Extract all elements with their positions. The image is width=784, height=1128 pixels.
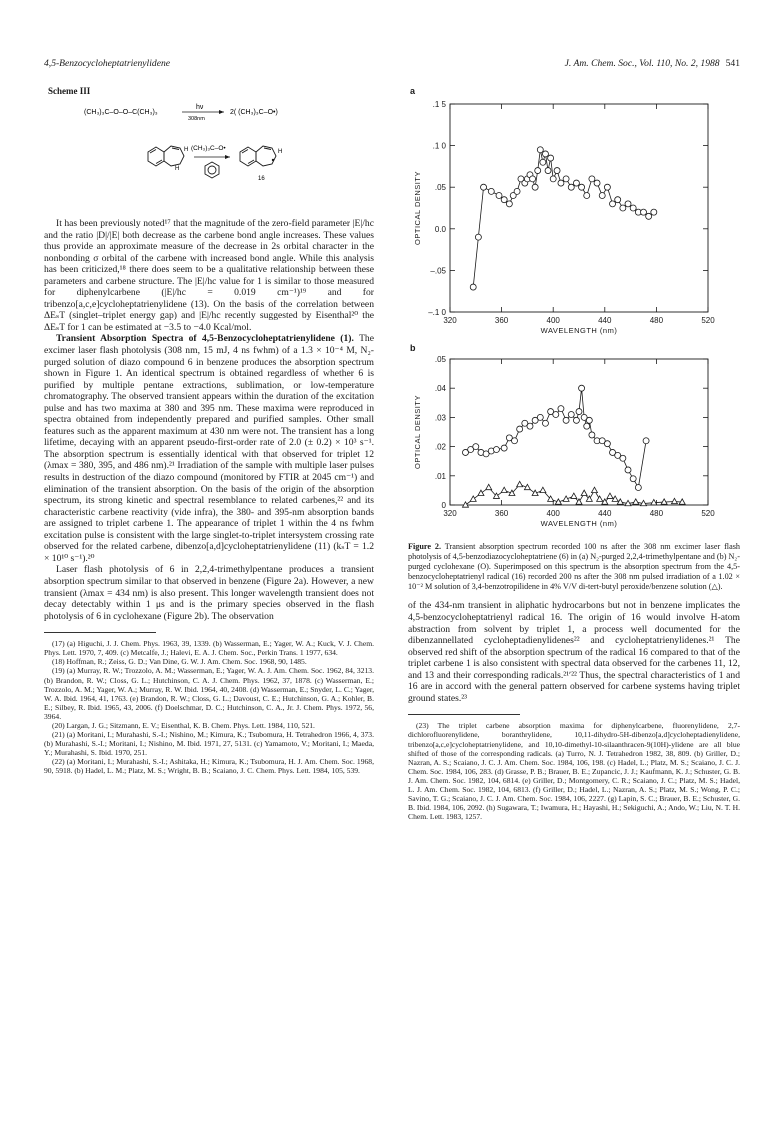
- circle-point: [563, 176, 569, 182]
- radical-16-structure: [240, 146, 276, 166]
- x-tick-label: 480: [649, 316, 664, 325]
- circle-point: [610, 201, 616, 207]
- circle-point: [579, 385, 585, 391]
- circle-point: [470, 284, 476, 290]
- circle-point: [554, 168, 560, 174]
- footnote-23: (23) The triplet carbene absorption maxima for diphenylcarbene, fluorenylidene, 2,7-dichlorofluorenylidene, boranthrylidene, 10,11-dihydro-5H-dibenzo[a,d]cycloheptadienylidene, tribenzo[a,c,e]cycloheptatrienylidene, and 10,10-dimethyl-10-silaanthracen-9(10H)-ylidene are all blue shifted of those of the corresponding radicals. (a) Turro, N. J. Tetrahedron 1982, 38, 809. (b) Griller, D.; Nazran, A. S.; Scaiano, J. C. J. Am. Chem. Soc. 1984, 106, 198. (c) Hadel, L.; Platz, M. S.; Scaiano, J. C. J. Chem. Soc. 1984, 106, 283. (d) Grasse, P. B.; Brauer, B. E.; Zupancic, J. J.; Kaufmann, K. J.; Schuster, G. B. J. Am. Chem. Soc. 1982, 104, 6814. (e) Griller, D.; Montgomery, C. R.; Scaiano, J. C.; Platz, M. S.; Hadel, L. J. Am. Chem. Soc. 1982, 104, 6813. (f) Griller, D.; Hadel, L.; Nazran, A. S.; Platz, M. S.; Wong, P. C.; Savino, T. G.; Scaiano, J. C. J. Am. Chem. Soc. 1984, 106, 2227. (g) Lapin, S. C.; Brauer, B. E.; Schuster, G. B. Ibid. 1984, 106, 2092. (h) Sugawara, T.; Iwamura, H.; Hayashi, H.; Sekiguchi, A.; Ando, W.; Liu, N. T. H. Chem. Lett. 1983, 1257.: [408, 721, 740, 822]
- right-column: [408, 86, 740, 821]
- scheme-h-product: H: [278, 149, 283, 155]
- x-tick-label: 440: [598, 509, 612, 518]
- circle-point: [473, 444, 479, 450]
- circle-point: [514, 188, 520, 194]
- scheme-title: Scheme III: [48, 86, 91, 96]
- triangle-point: [478, 490, 484, 495]
- circle-point: [586, 417, 592, 423]
- panel-a-label: a: [410, 86, 416, 96]
- scheme-arrowhead-2: [225, 155, 230, 159]
- scheme-iii: [44, 100, 374, 210]
- scheme-arrowhead-1: [219, 110, 224, 114]
- circle-point: [579, 184, 585, 190]
- circle-point: [643, 438, 649, 444]
- x-tick-label: 360: [494, 316, 509, 325]
- paragraph-efield: It has been previously noted¹⁷ that the magnitude of the zero-field parameter |E|/hc and the ratio |D|/|E| both decrease as the carbene bond angle increases. These values thus provide an approximate measure of the decrease in 2s orbital character in the nonbonding σ orbital of the carbene with increased bond angle. While this analysis has been criticized,¹⁸ there does seem to be a qualitative relationship between these parameters and carbene structure. The |E|/hc value for 1 is similar to those measured for diphenylcarbene (|E|/hc = 0.019 cm⁻¹)¹⁹ and for tribenzo[a,c,e]cycloheptatrienylidene (13). On the basis of the correlation between ΔEₛT (singlet–triplet energy gap) and |E|/hc recently suggested by Eisenthal²⁰ the ΔEₛT for 1 can be estimated at −3.5 to −4.0 Kcal/mol.: [44, 218, 374, 333]
- triangle-point: [501, 487, 507, 492]
- circle-point: [635, 484, 641, 490]
- circle-point: [584, 193, 590, 199]
- panel-b-label: b: [410, 343, 416, 353]
- circle-point: [620, 455, 626, 461]
- triangle-point: [597, 496, 603, 501]
- scheme-h-upper: H: [184, 147, 189, 153]
- circle-point: [573, 180, 579, 186]
- triangle-point: [571, 493, 577, 498]
- scheme-product: 2( (CH₃)₃C–O•): [230, 109, 278, 116]
- chart-panel-a: [408, 96, 740, 338]
- footnote-rule: [44, 632, 156, 633]
- circle-point: [501, 197, 507, 203]
- circle-point: [625, 201, 631, 207]
- plot-frame: [450, 104, 708, 312]
- circle-point: [545, 168, 551, 174]
- circle-point: [540, 159, 546, 165]
- x-tick-label: 320: [443, 509, 457, 518]
- circle-point: [630, 476, 636, 482]
- circle-point: [517, 426, 523, 432]
- triangle-point: [607, 493, 613, 498]
- figure-caption-text: Transient absorption spectrum recorded 100 ns after the 308 nm excimer laser flash photolysis of 4,5-benzodiazocycloheptatriene (6) in (a) N₂-purged 2,2,4-trimethylpentane and (b) N₂-purged cyclohexane (O). Superimposed on this spectrum is the absorption spectrum from the 4,5-benzocycloheptatrienyl radical (16) recorded 200 ns after the 308 nm pulsed irradiation of a 1.02 × 10⁻² M solution of 3,4-benzotropilidene in 4% V/V di-tert-butyl peroxide/benzene solution (△).: [408, 542, 740, 592]
- circle-point: [532, 184, 538, 190]
- circle-point: [568, 411, 574, 417]
- radical-dot: [272, 159, 274, 161]
- x-tick-label: 520: [701, 316, 715, 325]
- circle-point: [604, 184, 610, 190]
- paragraph-laser-flash: Laser flash photolysis of 6 in 2,2,4-trimethylpentane produces a transient absorption spectrum similar to that observed in benzene (Figure 2a). However, a new transient (λmax = 434 nm) is also present. This longer wavelength transient does not decay detectably within 1 μs and is the primary species observed in the flash photolysis of 6 in cyclohexane (Figure 2b). The observation: [44, 564, 374, 622]
- footnote-18: (18) Hoffman, R.; Zeiss, G. D.; Van Dine, G. W. J. Am. Chem. Soc. 1968, 90, 1485.: [52, 657, 307, 667]
- figure-caption-label: Figure 2.: [408, 542, 442, 551]
- circle-point: [475, 234, 481, 240]
- section-heading: Transient Absorption Spectra of 4,5-Benzocycloheptatrienylidene (1).: [56, 333, 354, 345]
- circle-point: [558, 180, 564, 186]
- circle-point: [646, 213, 652, 219]
- transient-series-line: [465, 388, 646, 487]
- circle-point: [589, 432, 595, 438]
- scheme-reactant: (CH₃)₃C–O–O–C(CH₃)₃: [84, 109, 158, 116]
- scheme-hv: hν: [196, 104, 204, 111]
- triangle-point: [517, 481, 523, 486]
- y-axis-label: OPTICAL DENSITY: [413, 395, 422, 469]
- triangle-point: [470, 496, 476, 501]
- footnote-19: (19) (a) Murray, R. W.; Trozzolo, A. M.; Wasserman, E.; Yager, W. A. J. Am. Chem. Soc. 1962, 84, 3213. (b) Brandon, R. W.; Closs, G. L.; Hutchinson, C. A. J. Chem. Phys. 1962, 37, 1878. (c) Wasserman, E.; Trozzolo, A. M.; Yager, W. A.; Murray, R. W. Ibid. 1964, 40, 2408. (d) Wasserman, E.; Snyder, L. C.; Yager, W. A. Ibid. 1964, 41, 1763. (e) Brandon, R. W.; Closs, G. L.; Davoust, C. E.; Hutchinson, G. A.; Kohler, B. E.; Silbey, R. Ibid. 1965, 43, 2006. (f) Doelschmar, D. C.; Hutchinson, C. A., Jr. J. Chem. Phys. 1972, 56, 3964.: [44, 666, 374, 721]
- circle-point: [550, 176, 556, 182]
- circle-point: [488, 188, 494, 194]
- x-tick-label: 320: [443, 316, 457, 325]
- y-tick-label: 0.0: [434, 224, 446, 234]
- y-tick-label: –.1 0: [428, 308, 446, 317]
- triangle-point: [540, 487, 546, 492]
- running-head: [44, 58, 740, 72]
- running-head-title: 4,5-Benzocycloheptatrienylidene: [44, 58, 171, 69]
- y-tick-label: .05: [434, 183, 446, 193]
- circle-point: [604, 441, 610, 447]
- circle-point: [589, 176, 595, 182]
- footnote-21: (21) (a) Moritani, I.; Murahashi, S.-I.; Nishino, M.; Kimura, K.; Tsubomura, H. Tetrahedron 1966, 4, 373. (b) Murahashi, S.-I.; Moritani, I.; Nishino, M. Ibid. 1971, 27, 5131. (c) Yamamoto, V.; Moritani, I.; Maeda, Y.; Murahashi, S. Ibid. 1970, 251.: [44, 730, 374, 758]
- triangle-point: [486, 484, 492, 489]
- y-tick-label: .02: [434, 442, 446, 452]
- circle-point: [599, 193, 605, 199]
- x-axis-label: WAVELENGTH (nm): [540, 326, 618, 335]
- benzene-icon: [205, 162, 219, 178]
- transient-series-line: [473, 150, 654, 287]
- circle-point: [548, 155, 554, 161]
- circle-point: [530, 176, 536, 182]
- circle-point: [553, 411, 559, 417]
- y-tick-label: .1 5: [432, 100, 446, 109]
- y-tick-label: .05: [434, 355, 446, 364]
- running-head-journal: [565, 58, 740, 69]
- circle-point: [537, 147, 543, 153]
- circle-point: [506, 201, 512, 207]
- circle-point: [651, 209, 657, 215]
- triangle-point: [633, 499, 639, 504]
- circle-point: [512, 438, 518, 444]
- x-tick-label: 440: [598, 316, 612, 325]
- y-tick-label: 0: [441, 501, 446, 510]
- left-column: [44, 86, 374, 776]
- circle-point: [641, 209, 647, 215]
- x-tick-label: 360: [494, 509, 509, 518]
- paragraph-radical-16: of the 434-nm transient in aliphatic hydrocarbons but not in benzene implicates the 4,5-benzocycloheptatrienyl radical 16. The origin of 16 would involve H-atom abstraction from solvent by triplet 1, a process well documented for the dibenzannellated cycloheptadienylidenes²² and cycloheptatrienylidenes.²¹ The observed red shift of the absorption spectrum of the radical 16 compared to that of the triplet carbene 1 is also consistent with spectral data observed for the carbenes 11, 12, and 13 and their corresponding radicals.²¹ʹ²² Thus, the spectral characteristics of 1 and 16 are in accord with the general pattern observed for carbene systems having triplet ground states.²³: [408, 600, 740, 704]
- page-number: 541: [725, 58, 740, 69]
- section-text: The excimer laser flash photolysis (308 nm, 15 mJ, 4 ns fwhm) of a 1.3 × 10⁻⁴ M, N₂-purged solution of diazo compound 6 in benzene produces the absorption spectrum shown in Figure 1. An identical spectrum is obtained regardless of whether 6 is purified by multiple pentane extractions, sublimation, or low-temperature chromatography. The observed transient appears within the duration of the excitation pulse and has two maxima at 380 and 395 nm. These maxima were reproduced in spectra obtained from independently prepared and purified samples. Other small features such as the apparent maximum at 430 nm were not. The transient has a long lifetime, decaying with an apparent pseudo-first-order rate of 2.0 (± 0.2) × 10³ s⁻¹. The absorption spectrum is essentially identical with that observed for triplet 12 (λmax = 380, 395, and 486 nm).²¹ Irradiation of the sample with multiple laser pulses results in destruction of the diazo compound (monitored by FTIR at 2045 cm⁻¹) and elimination of the transient absorption. On the basis of the origin of the absorption spectrum, its strong kinetic and spectral resemblance to related carbenes,²² and its characteristic carbene reactivity (vide infra), the 380- and 395-nm absorption bands are assigned to triplet carbene 1. The appearance of triplet 1 within the 4 ns fwhm excitation pulse is consistent with the large singlet-to-triplet intersystem crossing rate observed for the related carbene, dibenzo[a,d]cycloheptatrienylidene (11) (kₛT = 1.2 × 10¹⁰ s⁻¹).²⁰: [44, 333, 374, 564]
- circle-point: [537, 414, 543, 420]
- circle-point: [594, 180, 600, 186]
- triangle-point: [462, 502, 468, 507]
- circle-point: [620, 205, 626, 211]
- y-tick-label: –.05: [430, 266, 446, 276]
- y-tick-label: .04: [434, 384, 446, 394]
- x-tick-label: 400: [546, 509, 560, 518]
- circle-point: [558, 406, 564, 412]
- circle-point: [625, 467, 631, 473]
- circle-point: [568, 184, 574, 190]
- figure-caption: [408, 542, 740, 592]
- circle-point: [615, 197, 621, 203]
- y-axis-label: OPTICAL DENSITY: [413, 171, 422, 245]
- circle-point: [501, 445, 507, 451]
- triangle-point: [591, 487, 597, 492]
- triangle-point: [671, 498, 677, 503]
- footnote-rule-right: [408, 714, 520, 715]
- circle-point: [496, 193, 502, 199]
- circle-point: [542, 151, 548, 157]
- scheme-h-lower: H: [175, 166, 180, 172]
- circle-point: [584, 423, 590, 429]
- circle-point: [527, 423, 533, 429]
- x-tick-label: 520: [701, 509, 715, 518]
- plot-frame: [450, 359, 708, 505]
- scheme-drawing: [44, 100, 374, 210]
- y-tick-label: .03: [434, 413, 446, 423]
- scheme-compound-number: 16: [258, 176, 265, 182]
- scheme-wavelength: 308nm: [188, 116, 205, 122]
- circle-point: [535, 168, 541, 174]
- chart-panel-b: [408, 353, 740, 531]
- y-tick-label: .1 0: [432, 141, 446, 151]
- circle-point: [481, 184, 487, 190]
- circle-point: [576, 409, 582, 415]
- benzocycloheptatriene-structure: [148, 146, 184, 166]
- x-tick-label: 400: [546, 316, 560, 325]
- circle-point: [573, 417, 579, 423]
- journal-citation: J. Am. Chem. Soc., Vol. 110, No. 2, 1988: [564, 58, 720, 69]
- scheme-reagent: (CH₃)₃C–O•: [191, 145, 226, 152]
- paragraph-transient-spectra: [44, 333, 374, 564]
- triangle-point: [581, 490, 587, 495]
- circle-point: [563, 417, 569, 423]
- x-axis-label: WAVELENGTH (nm): [540, 519, 618, 528]
- footnote-22: (22) (a) Moritani, I.; Murahashi, S.-I.; Ashitaka, H.; Kimura, K.; Tsubomura, H. J. Am. Chem. Soc. 1968, 90, 5918. (b) Hadel, L. M.; Platz, M. S.; Wright, B. B.; Scaiano, J. C. Chem. Phys. Lett. 1984, 105, 539.: [44, 757, 374, 776]
- y-tick-label: .01: [434, 471, 446, 481]
- footnote-20: (20) Largan, J. G.; Sitzmann, E. V.; Eisenthal, K. B. Chem. Phys. Lett. 1984, 110, 521.: [52, 720, 315, 730]
- x-tick-label: 480: [649, 509, 664, 518]
- circle-point: [493, 447, 499, 453]
- circle-point: [542, 420, 548, 426]
- circle-point: [630, 205, 636, 211]
- footnote-17: (17) (a) Higuchi, J. J. Chem. Phys. 1963, 39, 1339. (b) Wasserman, E.; Yager, W. A.; Kuck, V. J. Chem. Phys. Lett. 1970, 7, 409. (c) Metcalfe, J.; Halevi, E. A. J. Chem. Soc., Perkin Trans. 1 1977, 634.: [44, 639, 374, 658]
